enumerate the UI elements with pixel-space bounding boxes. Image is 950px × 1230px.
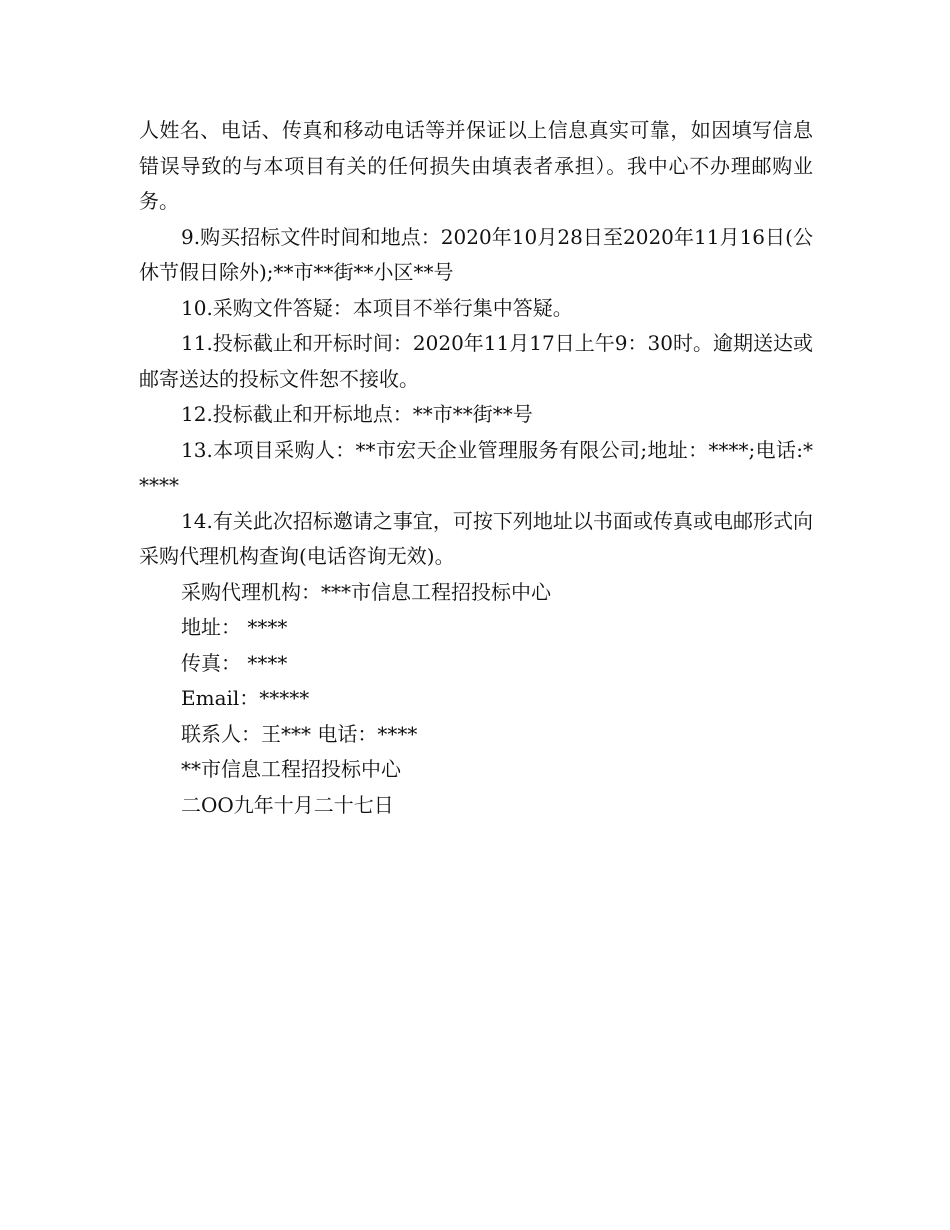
contact-email: Email：*****: [181, 686, 310, 710]
signature-date: 二OO九年十月二十七日: [181, 792, 394, 817]
paragraph-item-10: 10.采购文件答疑：本项目不举行集中答疑。: [181, 295, 573, 320]
paragraph-continuation: 人姓名、电话、传真和移动电话等并保证以上信息真实可靠，如因填写信息错误导致的与本项目有关的任何损失由填表者承担）。我中心不办理邮购业务。: [139, 118, 813, 213]
contact-fax: 传真： ****: [181, 650, 288, 675]
paragraph-item-9: 9.购买招标文件时间和地点：2020年10月28日至2020年11月16日(公休节假日除外);**市**街**小区**号: [139, 224, 813, 284]
contact-address: 地址： ****: [181, 615, 288, 639]
paragraph-item-13: 13.本项目采购人：**市宏天企业管理服务有限公司;地址：****;电话:*****: [139, 437, 813, 497]
contact-agency: 采购代理机构：***市信息工程招投标中心: [181, 579, 551, 604]
paragraph-item-11: 11.投标截止和开标时间：2020年11月17日上午9：30时。逾期送达或邮寄送达的投标文件恕不接收。: [139, 331, 813, 391]
signature-organization: **市信息工程招投标中心: [181, 757, 401, 781]
document-body: [139, 113, 813, 823]
contact-person: 联系人：王*** 电话：****: [181, 721, 418, 746]
paragraph-item-12: 12.投标截止和开标地点：**市**街**号: [181, 402, 533, 426]
paragraph-item-14: 14.有关此次招标邀请之事宜，可按下列地址以书面或传真或电邮形式向采购代理机构查询(电话咨询无效)。: [139, 508, 813, 568]
